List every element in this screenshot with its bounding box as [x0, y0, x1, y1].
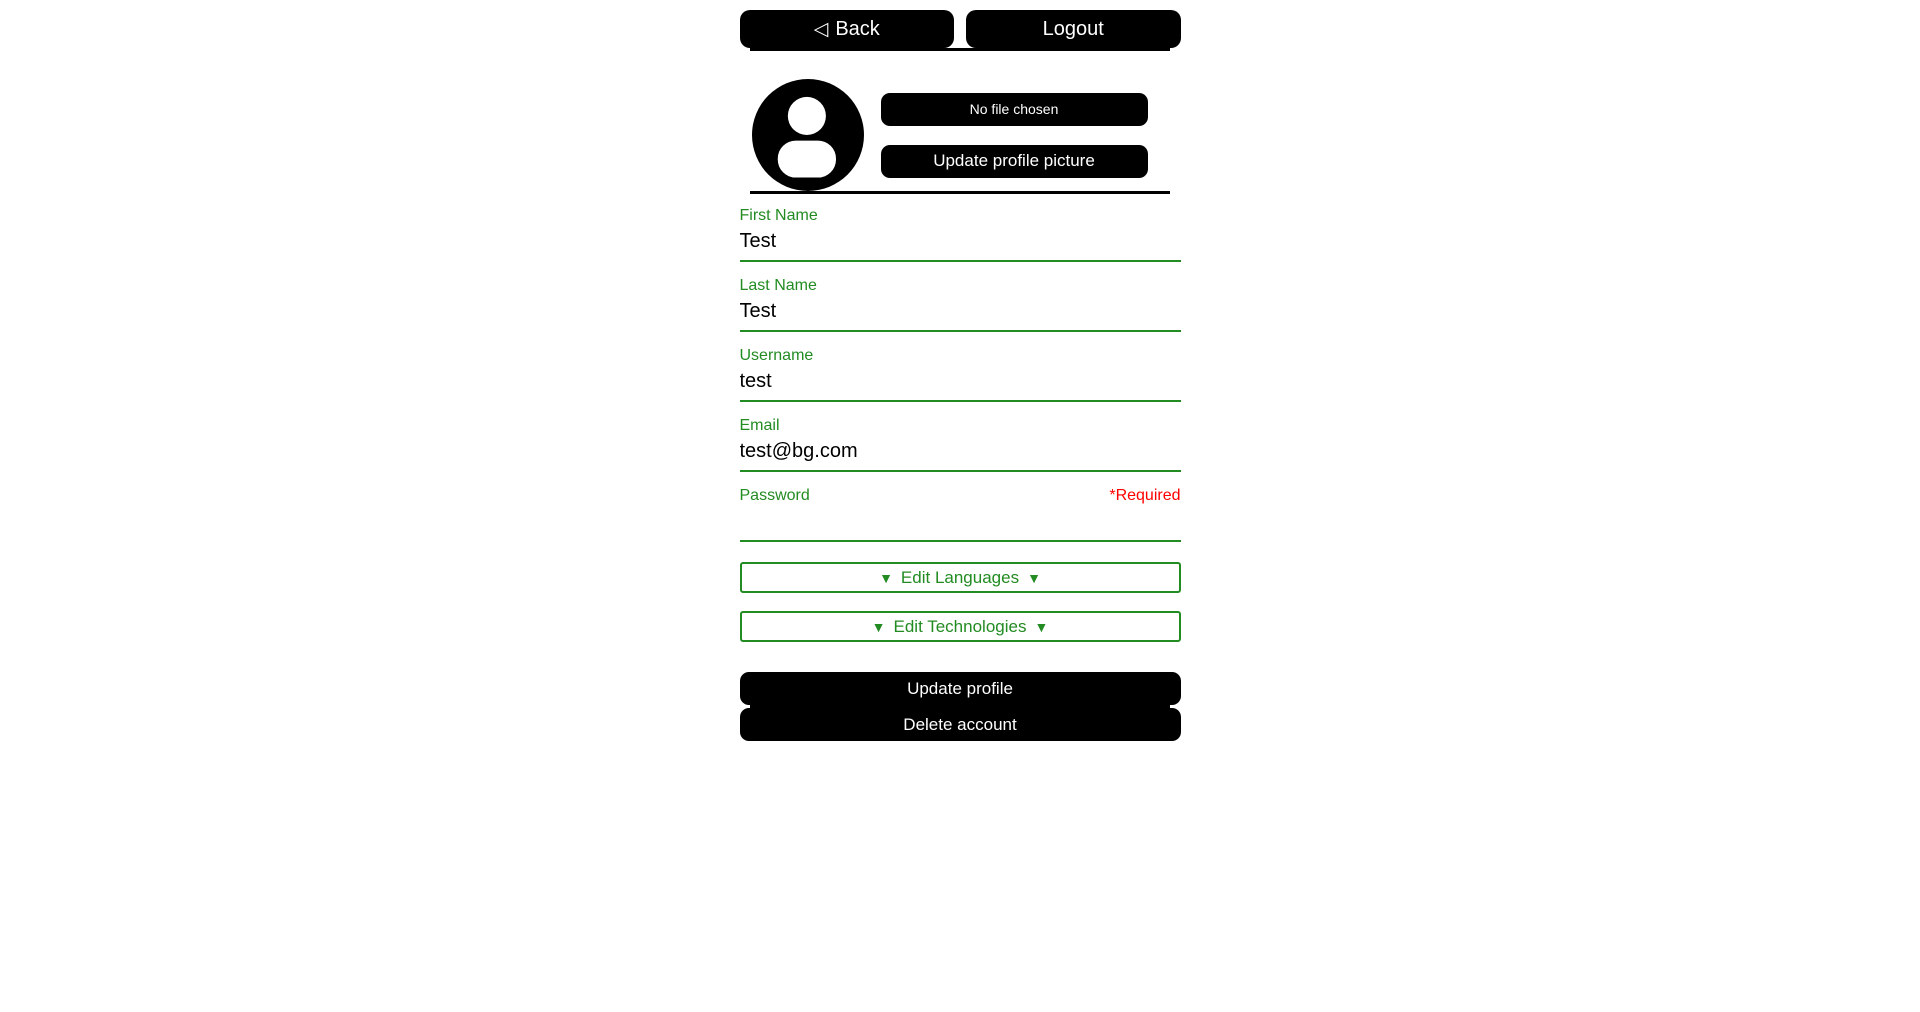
chevron-down-icon: ▼ — [1027, 569, 1041, 586]
password-label: Password — [739, 487, 810, 504]
back-button-label: Back — [835, 17, 880, 40]
logout-button[interactable] — [966, 10, 1181, 48]
edit-languages-button[interactable] — [740, 562, 1181, 593]
edit-technologies-button[interactable] — [740, 611, 1181, 642]
field-email — [740, 417, 1181, 472]
toolbar — [740, 10, 1181, 48]
chevron-down-icon: ▼ — [871, 618, 886, 635]
profile-picture-section — [740, 79, 1181, 191]
user-avatar-icon — [752, 79, 864, 191]
username-label: Username — [739, 347, 814, 364]
edit-technologies-label: Edit Technologies — [893, 616, 1027, 636]
picture-controls — [881, 93, 1148, 178]
first-name-label: First Name — [739, 207, 818, 224]
profile-picture-file-input[interactable] — [881, 93, 1148, 126]
section-divider-top — [750, 48, 1170, 51]
chevron-down-icon: ▼ — [879, 569, 893, 586]
delete-account-button[interactable] — [740, 708, 1181, 741]
update-profile-button[interactable] — [740, 672, 1181, 705]
update-picture-button-label: Update profile picture — [933, 151, 1095, 170]
required-badge: *Required — [1109, 487, 1181, 504]
field-username — [740, 347, 1181, 402]
username-input[interactable] — [740, 365, 1181, 402]
update-profile-button-label: Update profile — [907, 678, 1013, 698]
email-input[interactable] — [740, 435, 1181, 472]
password-input[interactable] — [740, 505, 1181, 542]
first-name-input[interactable] — [740, 225, 1181, 262]
last-name-input[interactable] — [740, 295, 1181, 332]
chevron-down-icon: ▼ — [1034, 618, 1049, 635]
field-password — [740, 487, 1181, 542]
edit-languages-label: Edit Languages — [900, 567, 1020, 587]
delete-account-button-label: Delete account — [903, 714, 1017, 734]
update-profile-picture-button[interactable] — [881, 145, 1148, 178]
back-button[interactable] — [740, 10, 955, 48]
field-last-name — [740, 277, 1181, 332]
profile-form — [740, 207, 1181, 741]
logout-button-label: Logout — [1042, 17, 1104, 40]
file-input-status-text: No file chosen — [969, 101, 1059, 117]
email-label: Email — [739, 417, 780, 434]
section-divider-middle — [750, 191, 1170, 194]
profile-page — [740, 0, 1181, 741]
field-first-name — [740, 207, 1181, 262]
last-name-label: Last Name — [739, 277, 817, 294]
back-arrow-icon: ◁ — [813, 18, 829, 40]
